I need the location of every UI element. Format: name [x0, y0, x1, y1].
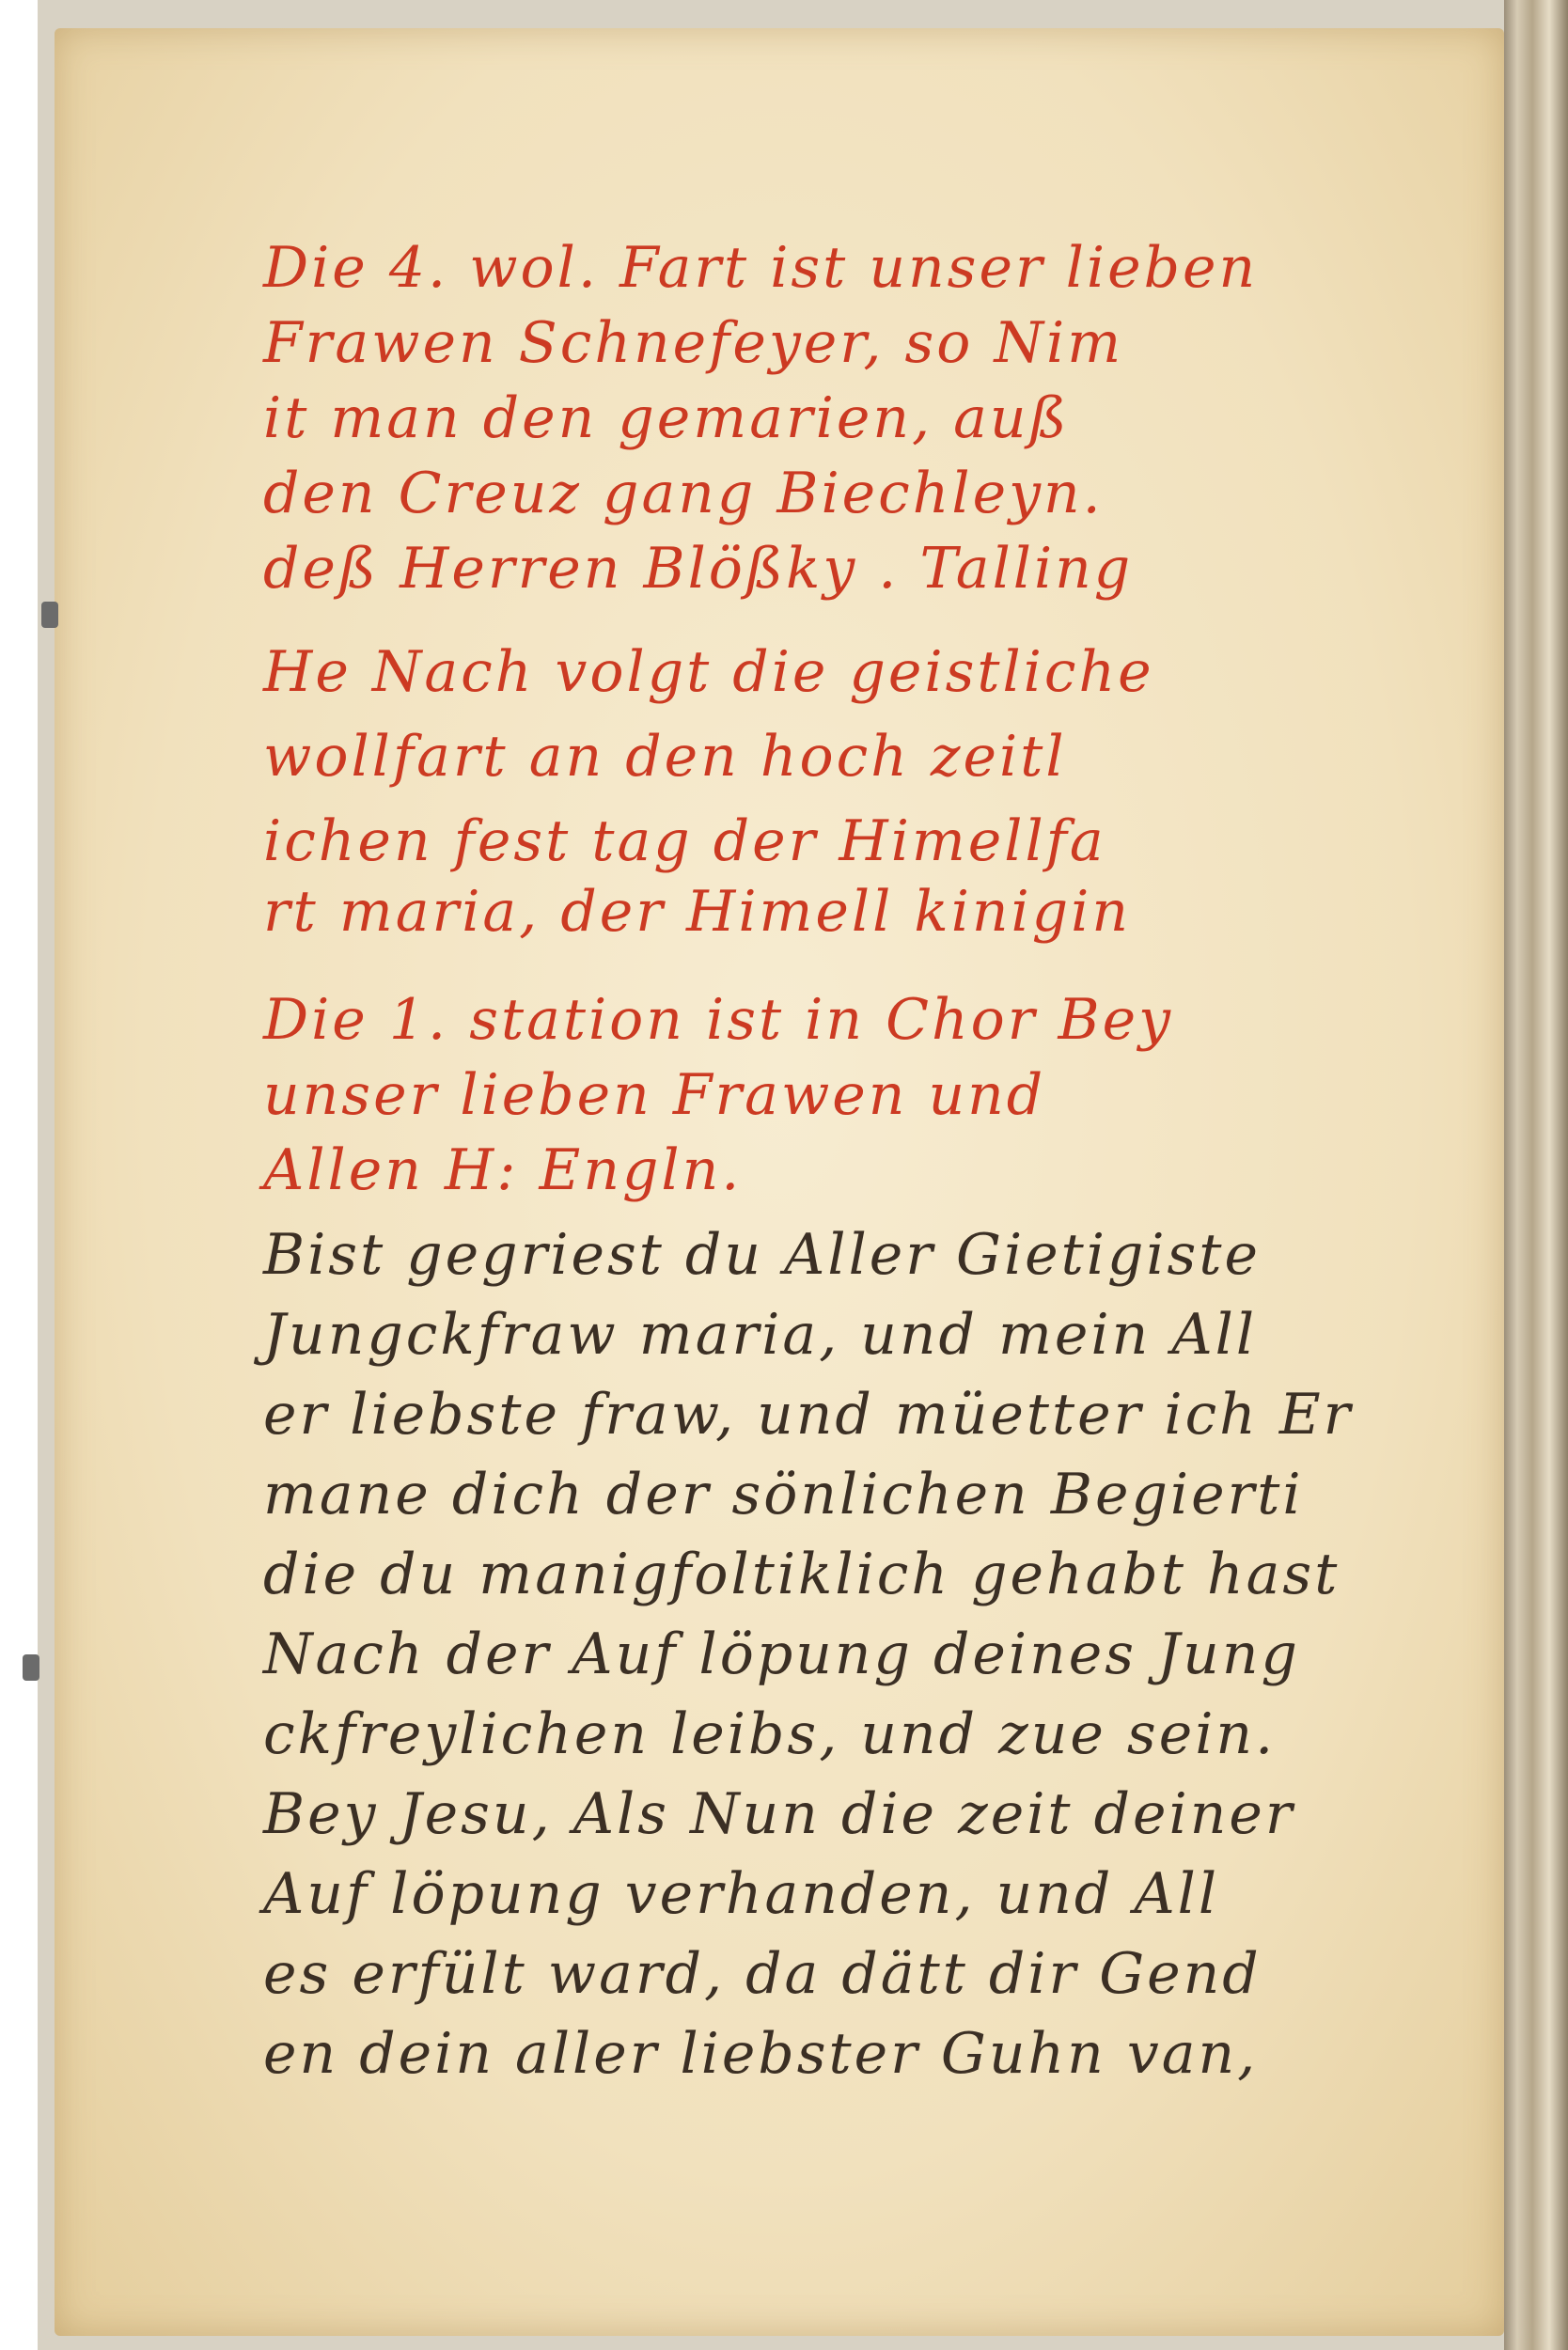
text-line-9: rt maria, der Himell kinigin [263, 879, 1131, 945]
text-line-14: Jungckfraw maria, und mein All [263, 1302, 1258, 1368]
book-spine [1504, 0, 1568, 2350]
text-line-6: He Nach volgt die geistliche [263, 639, 1154, 705]
text-line-20: Bey Jesu, Als Nun die zeit deiner [263, 1781, 1295, 1847]
text-line-21: Auf löpung verhanden, und All [263, 1861, 1220, 1927]
text-line-1: Die 4. wol. Fart ist unser lieben [263, 235, 1259, 301]
text-line-5: deß Herren Blößky . Talling [263, 536, 1134, 602]
text-line-8: ichen fest tag der Himellfa [263, 808, 1106, 874]
text-line-10: Die 1. station ist in Chor Bey [263, 987, 1173, 1053]
text-line-12: Allen H: Engln. [263, 1137, 743, 1203]
text-line-22: es erfült ward, da dätt dir Gend [263, 1941, 1262, 2007]
text-line-17: die du manigfoltiklich gehabt hast [263, 1542, 1341, 1607]
text-line-4: den Creuz gang Biechleyn. [263, 461, 1104, 526]
text-line-7: wollfart an den hoch zeitl [263, 724, 1067, 790]
text-line-11: unser lieben Frawen und [263, 1062, 1046, 1128]
text-line-13: Bist gegriest du Aller Gietigiste [263, 1222, 1261, 1288]
clasp-bottom [23, 1654, 39, 1681]
text-line-2: Frawen Schnefeyer, so Nim [263, 310, 1124, 376]
text-line-16: mane dich der sönlichen Begierti [263, 1462, 1304, 1528]
text-line-23: en dein aller liebster Guhn van, [263, 2021, 1259, 2087]
text-line-3: it man den gemarien, auß [263, 385, 1070, 451]
text-line-15: er liebste fraw, und müetter ich Er [263, 1382, 1354, 1448]
text-line-18: Nach der Auf löpung deines Jung [263, 1622, 1300, 1687]
clasp-top [41, 602, 58, 628]
text-line-19: ckfreylichen leibs, und zue sein. [263, 1701, 1277, 1767]
